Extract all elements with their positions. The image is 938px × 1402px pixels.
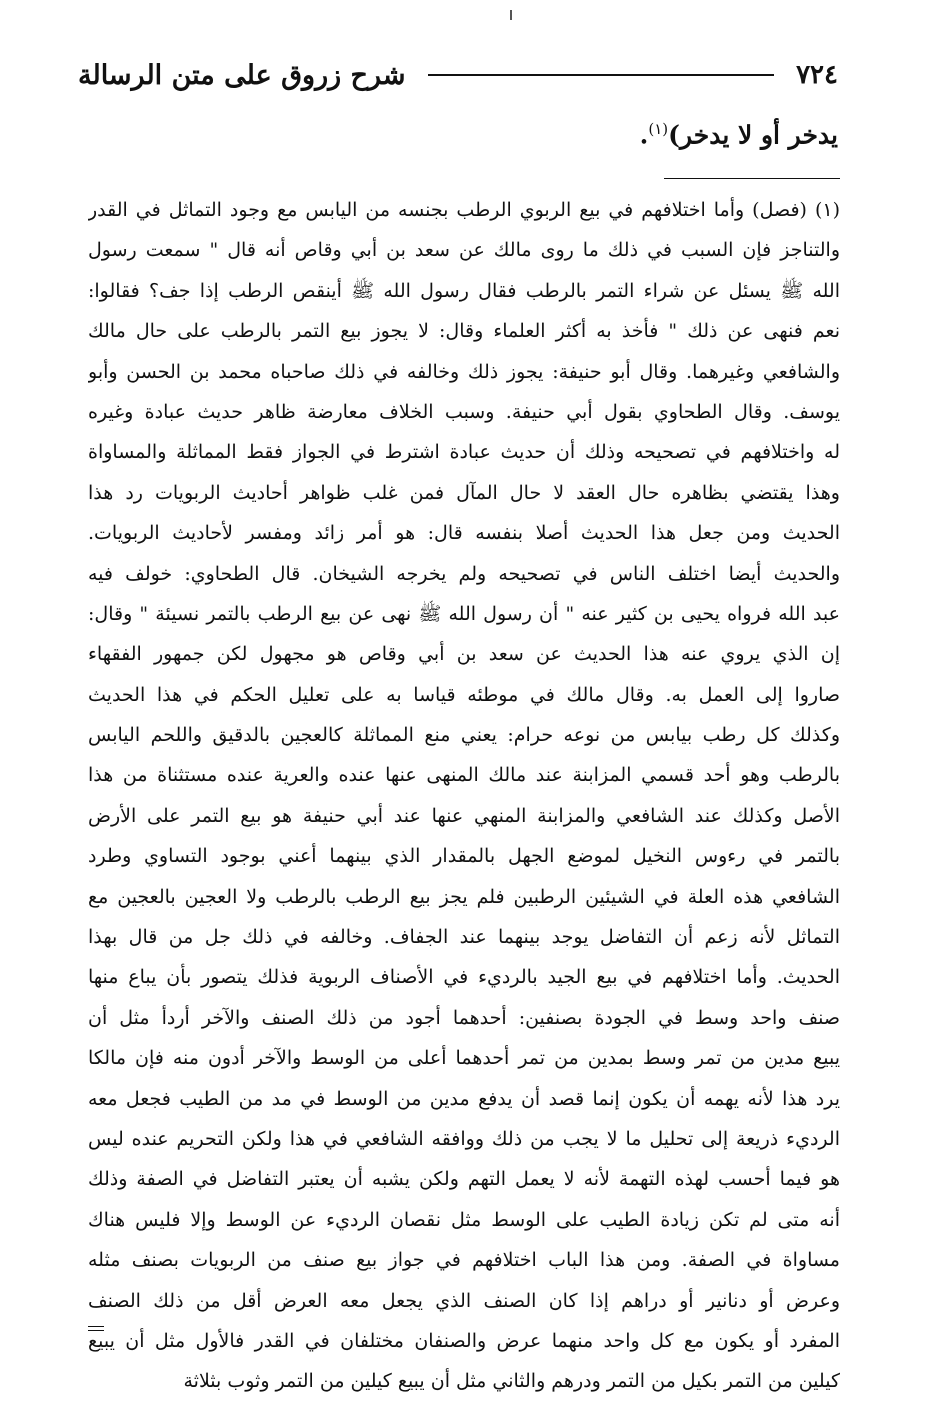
footnote-line-text: بالتمر في رءوس النخيل لموضع الجهل بالمقدار الذي بينهما أعني بوجود التساوي وطرد xyxy=(88,845,840,868)
footnote-line xyxy=(88,917,840,957)
footnote-line xyxy=(88,1321,840,1361)
footnote-line-text: والحديث أيضا اختلف الناس في تصحيحه ولم يخرجه الشيخان. قال الطحاوي: خولف فيه xyxy=(88,562,840,585)
footnote-line-text: (فصل) وأما اختلافهم في بيع الربوي الرطب بجنسه من اليابس مع وجود التماثل في القدر xyxy=(88,199,807,221)
footnote-line-text: الله ﷺ يسئل عن شراء التمر بالرطب فقال رسول الله ﷺ أينقص الرطب إذا جف؟ فقالوا: xyxy=(88,279,840,302)
footnote-reference: (١) xyxy=(648,120,669,138)
footnote-line xyxy=(88,998,840,1038)
footnote-line xyxy=(88,513,840,553)
footnote-line-text: يبيع مدين من تمر وسط بمدين من تمر أحدهما أعلى من الوسط والآخر أدون منه فإن مالكا xyxy=(88,1047,840,1070)
footnote-line-text: والشافعي وغيرهما. وقال أبو حنيفة: يجوز ذلك وخالفه في ذلك صاحباه محمد بن الحسن وأبو xyxy=(88,360,840,383)
footnote-line-text: بالرطب وهو أحد قسمي المزابنة عند مالك المنهى عنها عنده والعرية عنده مستثناة من هذا xyxy=(88,764,840,787)
footnote-line-text: الرديء ذريعة إلى تحليل ما لا يجب من ذلك ووافقه الشافعي في هذا ولكن التحريم عنده ليس xyxy=(88,1127,840,1150)
main-text: يدخر أو لا يدخر) xyxy=(668,120,838,150)
footnote-line xyxy=(88,957,840,997)
footnote-line-text: الحديث. وأما اختلافهم في بيع الجيد بالرديء في الأصناف الربوية فذلك يتصور بأن يباع منها xyxy=(88,966,840,989)
footnote-line-text: وكذلك كل رطب بيابس من نوعه حرام: يعني منع المماثلة كالعجين بالدقيق واللحم اليابس xyxy=(88,724,840,747)
footnote-line-text: الأصل وكذلك عند الشافعي والمزابنة المنهي عنها عند أبي حنيفة هو بيع التمر على الأرض xyxy=(88,804,840,827)
footnote-line xyxy=(88,190,840,230)
running-header xyxy=(78,52,838,98)
footnote-line xyxy=(88,877,840,917)
footnote-line-text: والتناجز فإن السبب في ذلك ما روى مالك عن سعد بن أبي وقاص أنه قال " سمعت رسول xyxy=(88,239,840,262)
footnote-line xyxy=(88,796,840,836)
footnote-line xyxy=(88,1281,840,1321)
footnote-line-text: التماثل لأنه زعم أن التفاضل يوجد بينهما عند الجفاف. وخالفه في ذلك جل من قال بهذا xyxy=(88,926,840,949)
footnote-line-text: إن الذي يروي عنه هذا الحديث عن سعد بن أبي وقاص هو مجهول لكن جمهور الفقهاء xyxy=(88,643,840,666)
footnote-line-text: أنه متى لم تكن زيادة الطيب على الوسط مثل نقصان الرديء عن الوسط وإلا فليس هناك xyxy=(88,1208,840,1231)
footnote-line xyxy=(88,311,840,351)
footnote-line xyxy=(88,1200,840,1240)
footnote-line-text: المفرد أو يكون مع كل واحد منهما عرض والصنفان مختلفان في القدر فالأول مثل أن يبيع xyxy=(88,1329,840,1352)
footnote-line xyxy=(88,1119,840,1159)
footer-mark xyxy=(88,1326,104,1334)
main-text-line xyxy=(98,120,838,149)
header-title: شرح زروق على متن الرسالة xyxy=(78,59,406,91)
footnote-separator xyxy=(664,178,840,179)
footnote-line-text: نعم فنهى عن ذلك " فأخذ به أكثر العلماء وقال: لا يجوز بيع التمر بالرطب على حال مالك xyxy=(88,320,840,343)
footnote-line xyxy=(88,1038,840,1078)
footnote-line xyxy=(88,352,840,392)
footnote-line xyxy=(88,432,840,472)
footnote-line xyxy=(88,1240,840,1280)
footnote-line-text: عبد الله فرواه يحيى بن كثير عنه " أن رسول الله ﷺ نهى عن بيع الرطب بالتمر نسيئة " وقال: xyxy=(88,602,840,625)
footnote-line xyxy=(88,230,840,270)
footnote-block xyxy=(88,190,840,1402)
footnote-line xyxy=(88,634,840,674)
page-number: ٧٢٤ xyxy=(796,60,838,90)
footnote-line xyxy=(88,755,840,795)
footnote-line xyxy=(88,554,840,594)
footnote-line-text: وعرض أو دنانير أو دراهم إذا كان الصنف الذي يجعل معه العرض أقل من ذلك الصنف xyxy=(88,1289,840,1312)
footnote-line-text: وهذا يقتضي بظاهره حال العقد لا حال المآل فمن غلب ظواهر أحاديث الربويات رد هذا xyxy=(88,481,840,504)
footnote-line-text: مساواة في الصفة. ومن هذا الباب اختلافهم في جواز بيع صنف من الربويات بصنف مثله xyxy=(88,1249,840,1272)
footnote-line xyxy=(88,271,840,311)
footnote-line xyxy=(88,594,840,634)
footnote-line-text: له واختلافهم في تصحيحه وذلك أن حديث عبادة اشترط في الجواز فقط المماثلة والمساواة xyxy=(88,441,840,464)
scan-speck xyxy=(510,10,512,20)
footnote-line-text: صنف واحد وسط في الجودة بصنفين: أحدهما أجود من ذلك الصنف والآخر أردأ مثل أن xyxy=(88,1006,840,1029)
footnote-line xyxy=(88,392,840,432)
footnote-line xyxy=(88,836,840,876)
footnote-line xyxy=(88,715,840,755)
footnote-line-text: يرد هذا لأنه يهمه أن يكون إنما قصد أن يدفع مدين من الوسط في مد من الطيب فجعل معه xyxy=(88,1087,840,1110)
footnote-line xyxy=(88,1361,840,1401)
footnote-line-text: الحديث ومن جعل هذا الحديث أصلا بنفسه قال: هو أمر زائد ومفسر لأحاديث الربويات. xyxy=(88,522,840,545)
footnote-line-text: هو فيما أحسب لهذه التهمة لأنه لا يعمل التهم ولكن يشبه أن يعتبر التفاضل في الصفة وذلك xyxy=(88,1168,840,1191)
footnote-marker: (١) xyxy=(814,199,840,221)
footnote-line-text: صاروا إلى العمل به. وقال مالك في موطئه قياسا به على تعليل الحكم في هذا الحديث xyxy=(88,683,840,706)
footnote-line-text: كيلين من التمر بكيل من التمر ودرهم والثاني مثل أن يبيع كيلين من التمر وثوب بثلاثة xyxy=(183,1370,840,1393)
footnote-line xyxy=(88,1159,840,1199)
header-rule xyxy=(428,74,775,76)
footnote-line xyxy=(88,675,840,715)
footnote-line xyxy=(88,1079,840,1119)
footnote-line-text: يوسف. وقال الطحاوي بقول أبي حنيفة. وسبب الخلاف معارضة ظاهر حديث عبادة وغيره xyxy=(88,400,840,423)
footnote-line-text: الشافعي هذه العلة في الشيئين الرطبين فلم يجز بيع الرطب بالرطب ولا العجين بالعجين مع xyxy=(88,885,840,908)
main-text-period: . xyxy=(639,120,649,150)
footnote-line xyxy=(88,473,840,513)
